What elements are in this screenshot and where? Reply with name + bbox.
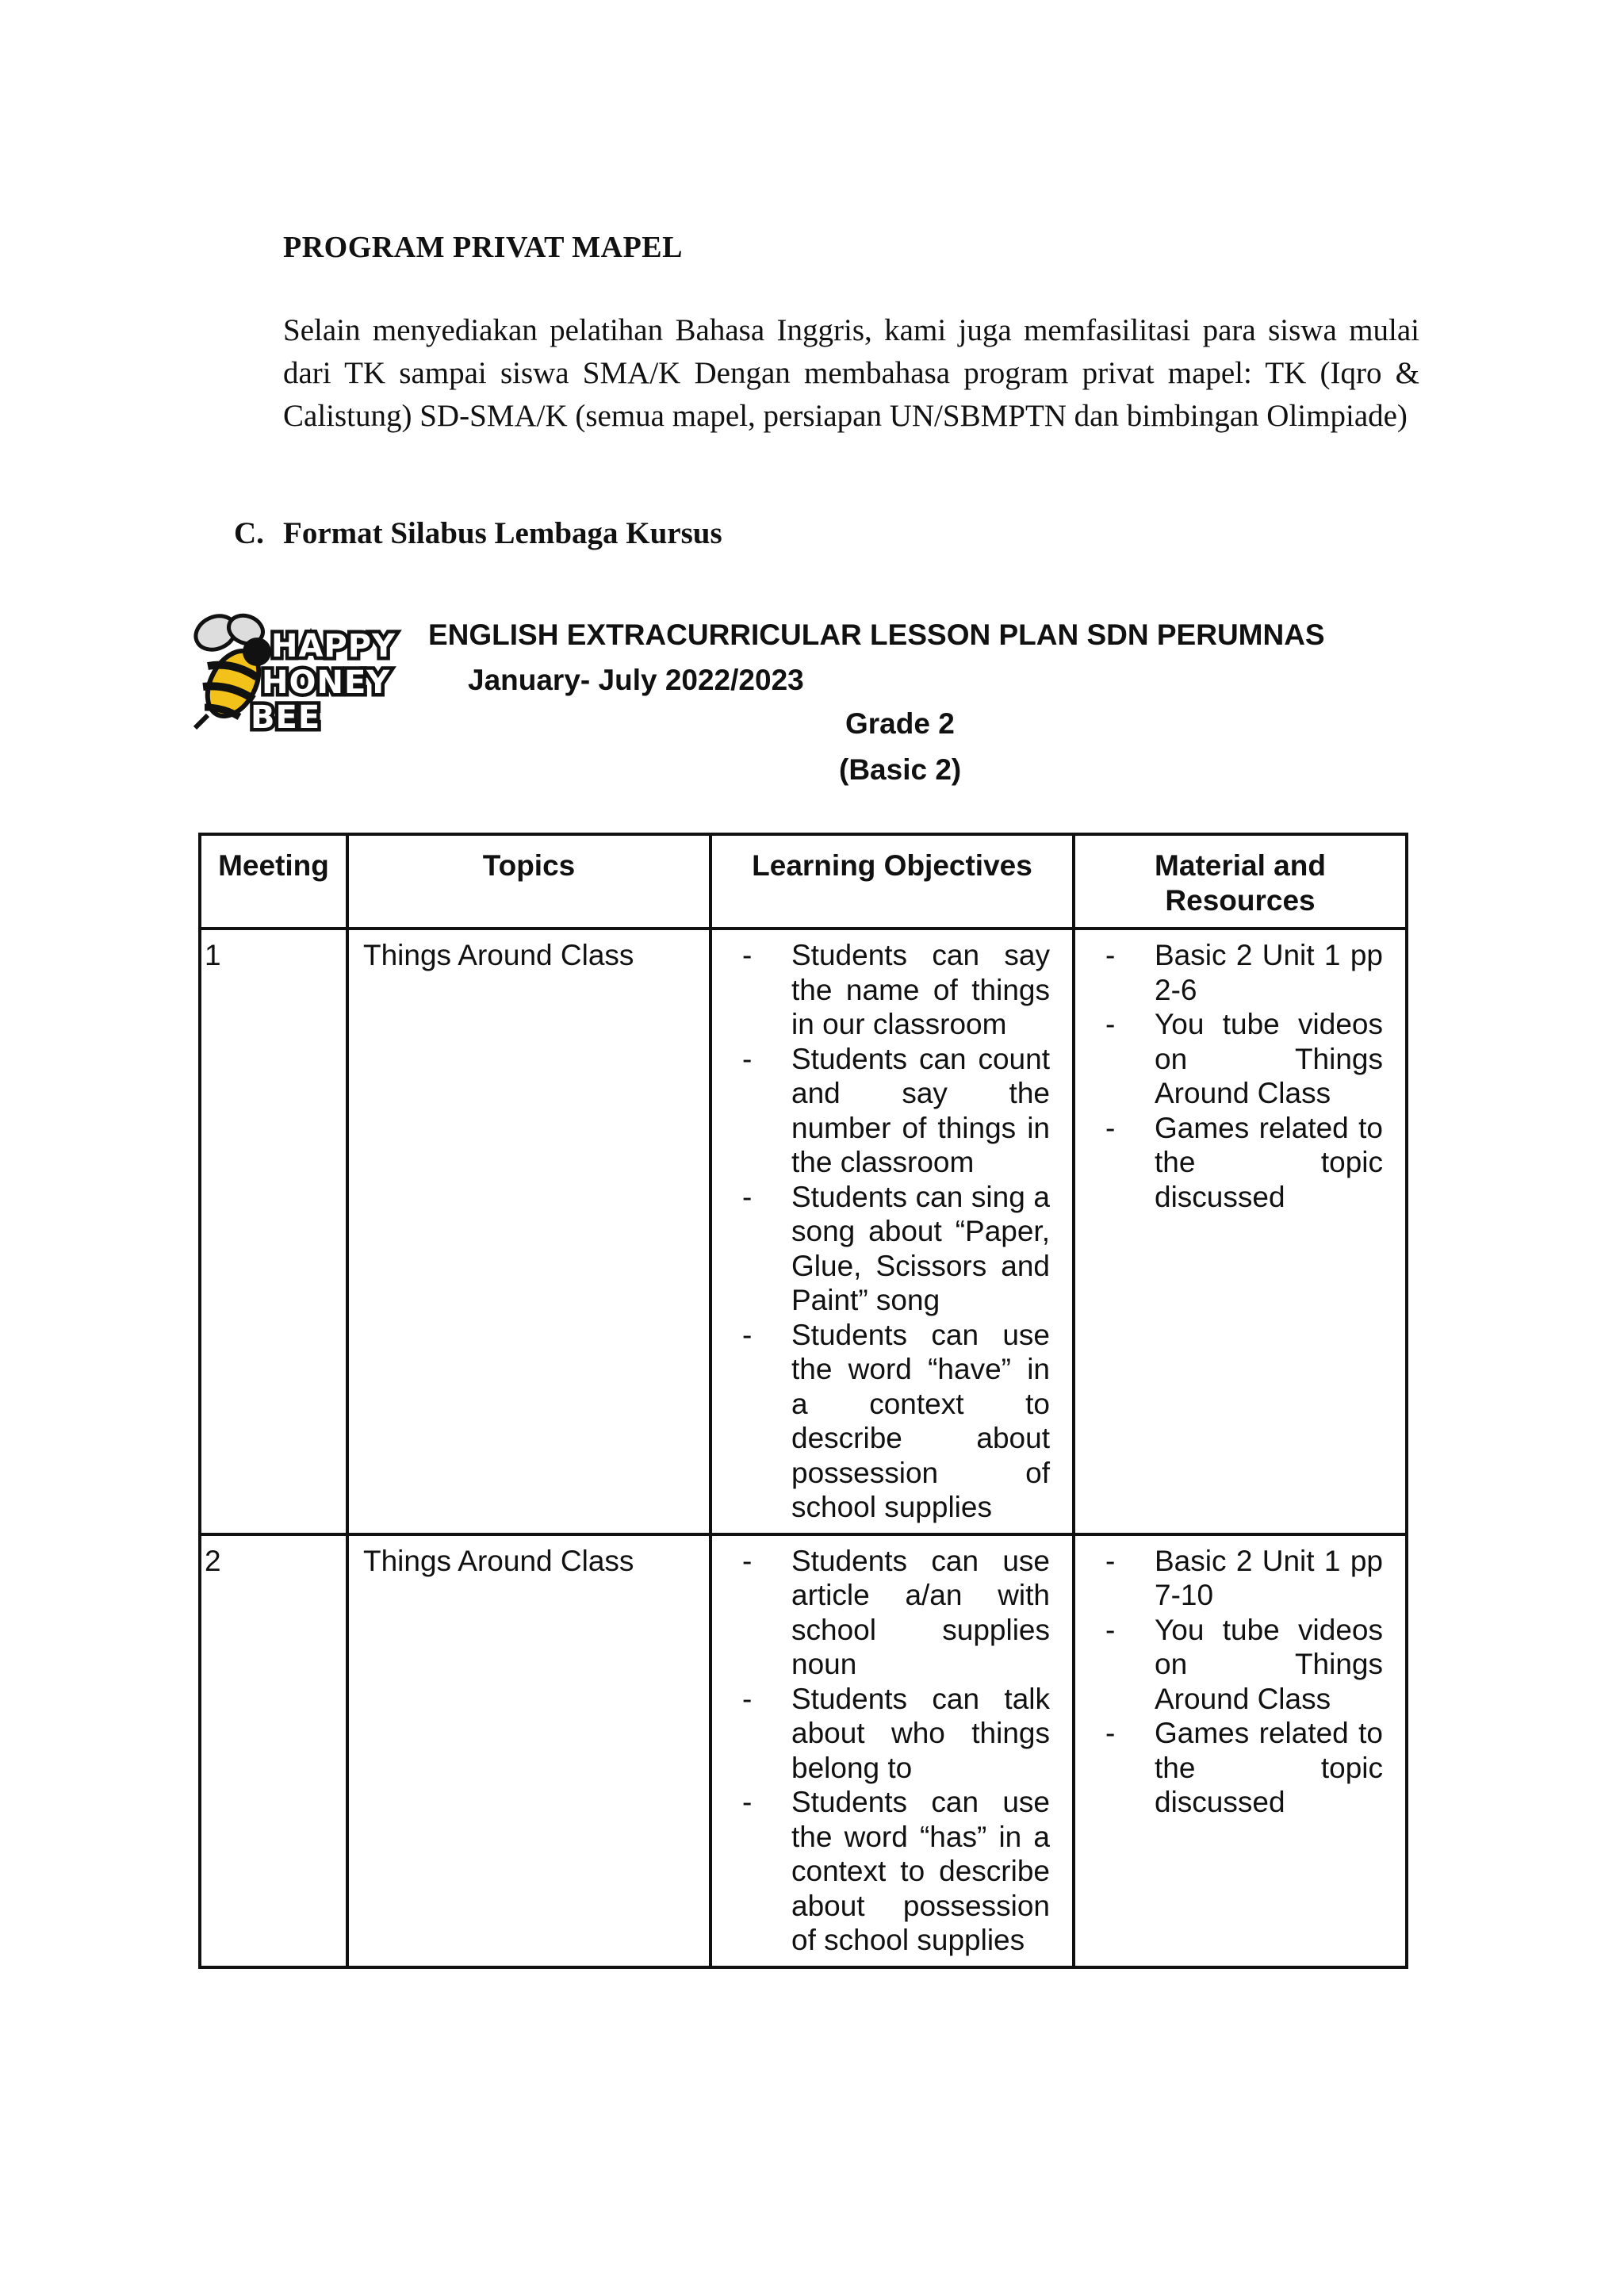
objective-item: - Students can use the word “have” in a context to describe about possession of school supplies bbox=[718, 1318, 1066, 1525]
material-item: - Basic 2 Unit 1 pp 2-6 bbox=[1082, 938, 1399, 1007]
lesson-plan-level: (Basic 2) bbox=[839, 753, 962, 786]
logo-word-honey: HONEY bbox=[262, 664, 391, 701]
materials-cell bbox=[1074, 1534, 1407, 1967]
objective-item: - Students can talk about who things belong to bbox=[718, 1682, 1066, 1786]
topic-cell: Things Around Class bbox=[347, 929, 710, 1534]
objective-item: - Students can count and say the number of things in the classroom bbox=[718, 1042, 1066, 1180]
meeting-number: 2 bbox=[200, 1534, 347, 1967]
objective-item: - Students can use article a/an with school supplies noun bbox=[718, 1544, 1066, 1682]
lesson-plan-period: January- July 2022/2023 bbox=[468, 664, 804, 696]
meeting-number: 1 bbox=[200, 929, 347, 1534]
materials-cell bbox=[1074, 929, 1407, 1534]
section-letter: C. bbox=[234, 516, 264, 550]
header-material-resources: Material and Resources bbox=[1074, 834, 1407, 929]
material-item: - You tube videos on Things Around Class bbox=[1082, 1007, 1399, 1111]
header-meeting: Meeting bbox=[200, 834, 347, 929]
material-item: - Games related to the topic discussed bbox=[1082, 1716, 1399, 1820]
lesson-plan-table bbox=[198, 833, 1408, 1969]
table-header-row bbox=[200, 834, 1407, 929]
objectives-cell bbox=[710, 1534, 1074, 1967]
material-item: - Basic 2 Unit 1 pp 7-10 bbox=[1082, 1544, 1399, 1613]
header-learning-objectives: Learning Objectives bbox=[710, 834, 1074, 929]
objective-item: - Students can say the name of things in our classroom bbox=[718, 938, 1066, 1042]
logo-word-bee: BEE bbox=[251, 699, 321, 736]
objectives-cell bbox=[710, 929, 1074, 1534]
program-description: Selain menyediakan pelatihan Bahasa Inggris, kami juga memfasilitasi para siswa mulai dari TK sampai siswa SMA/K Dengan membahasa program privat mapel: TK (Iqro & Calistung) SD-SMA/K (semua mapel, persiapan UN/SBMPTN dan bimbingan Olimpiade) bbox=[283, 313, 1419, 433]
header-topics: Topics bbox=[347, 834, 710, 929]
happy-honey-bee-logo bbox=[184, 611, 408, 737]
objective-item: - Students can use the word “has” in a context to describe about possession of school supplies bbox=[718, 1785, 1066, 1958]
program-title: PROGRAM PRIVAT MAPEL bbox=[283, 231, 683, 264]
logo-word-happy: HAPPY bbox=[271, 628, 396, 664]
topic-cell: Things Around Class bbox=[347, 1534, 710, 1967]
section-heading bbox=[234, 515, 722, 551]
objective-item: - Students can sing a song about “Paper, Glue, Scissors and Paint” song bbox=[718, 1180, 1066, 1318]
table-row bbox=[200, 929, 1407, 1534]
lesson-plan-title: ENGLISH EXTRACURRICULAR LESSON PLAN SDN PERUMNAS bbox=[428, 618, 1325, 651]
lesson-plan-grade: Grade 2 bbox=[845, 707, 955, 740]
table-row bbox=[200, 1534, 1407, 1967]
material-item: - You tube videos on Things Around Class bbox=[1082, 1613, 1399, 1717]
section-title: Format Silabus Lembaga Kursus bbox=[283, 516, 722, 550]
material-item: - Games related to the topic discussed bbox=[1082, 1111, 1399, 1215]
